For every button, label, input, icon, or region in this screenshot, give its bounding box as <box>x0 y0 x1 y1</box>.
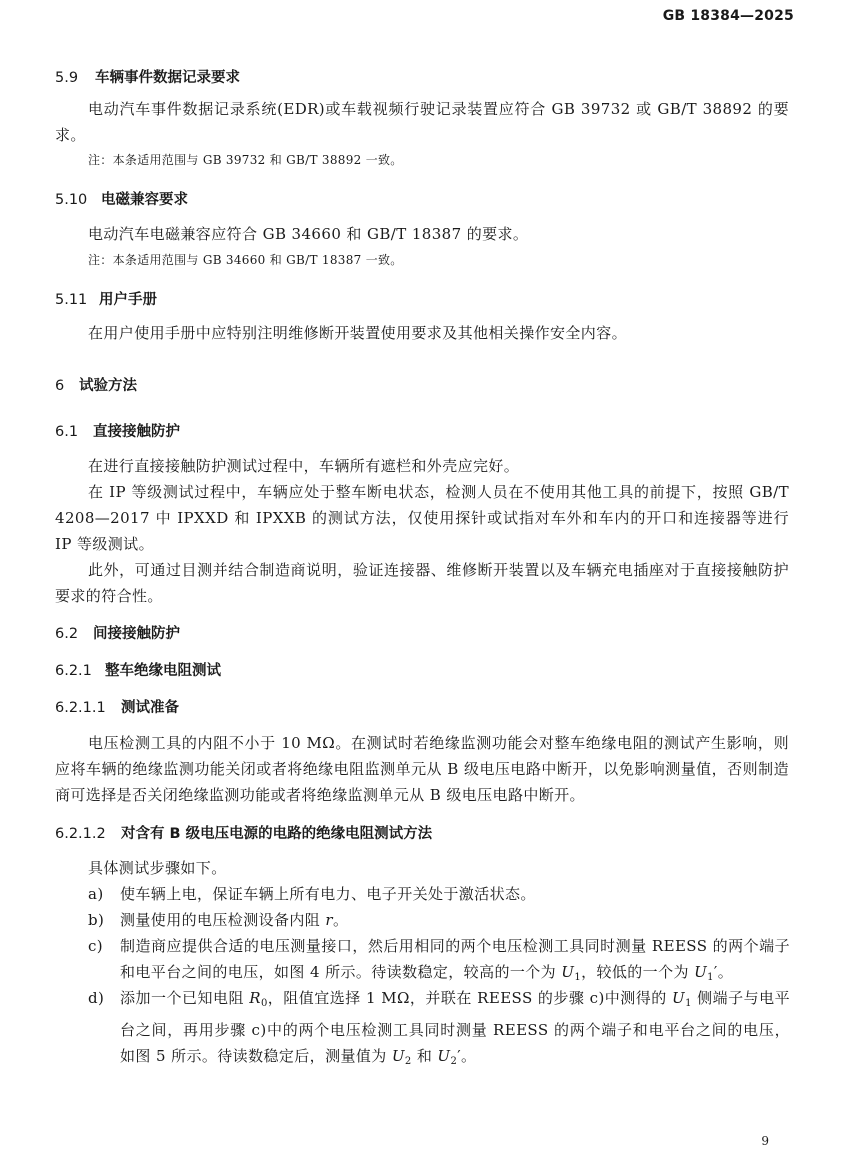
var-r: r <box>325 911 333 929</box>
var-u2-prime: U <box>437 1047 451 1065</box>
section-6-1-paragraph-1: 在进行直接接触防护测试过程中，车辆所有遮栏和外壳应完好。 <box>88 457 520 475</box>
section-title: 间接接触防护 <box>93 626 180 642</box>
section-6-2-1-2-heading <box>55 822 432 843</box>
list-text: 添加一个已知电阻 $R_0$，阻值宜选择 1 MΩ，并联在 REESS 的步骤 c)中测得的 $U_1$ 侧端子与电平台之间，再用步骤 c)中的两个电压检测工具同时测量 REESS 的两个端子和电平台之间的电压，如图 5 所示。待读数稳定后，测量值为 $U_2$ 和 $U_2'$。 <box>120 989 790 1067</box>
var-u1: U <box>561 963 575 981</box>
standard-code: GB 18384—2025 <box>662 8 794 24</box>
var-u1: U <box>672 989 686 1007</box>
chapter-6-heading <box>55 374 137 395</box>
list-marker: a) <box>88 885 104 903</box>
var-u2: U <box>391 1047 405 1065</box>
list-text: 制造商应提供合适的电压测量接口，然后用相同的两个电压检测工具同时测量 REESS 的两个端子和电平台之间的电压，如图 4 所示。待读数稳定，较高的一个为 $U_1$，较低的一个为 $U_1'$。 <box>120 937 790 983</box>
section-number: 5.9 <box>55 70 79 86</box>
section-5-11-paragraph: 在用户使用手册中应特别注明维修断开装置使用要求及其他相关操作安全内容。 <box>88 324 628 342</box>
page-number: 9 <box>761 1134 769 1148</box>
var-r0: R <box>249 989 261 1007</box>
section-6-1-paragraph-3: 此外，可通过目测并结合制造商说明，验证连接器、维修断开装置以及车辆充电插座对于直接接触防护要求的符合性。 <box>55 561 789 605</box>
section-6-2-1-heading <box>55 659 221 680</box>
list-text: 测量使用的电压检测设备内阻 r。 <box>120 911 349 929</box>
section-5-9-note: 注：本条适用范围与 GB 39732 和 GB/T 38892 一致。 <box>88 153 403 167</box>
section-title: 测试准备 <box>121 700 179 716</box>
list-text: 使车辆上电，保证车辆上所有电力、电子开关处于激活状态。 <box>120 885 536 903</box>
section-5-10-paragraph: 电动汽车电磁兼容应符合 GB 34660 和 GB/T 18387 的要求。 <box>88 225 529 243</box>
section-number: 6 <box>55 378 65 394</box>
section-6-2-1-2-intro: 具体测试步骤如下。 <box>88 859 227 877</box>
section-title: 整车绝缘电阻测试 <box>105 663 221 679</box>
section-title: 直接接触防护 <box>93 424 180 440</box>
section-title: 电磁兼容要求 <box>101 192 188 208</box>
section-number: 6.2.1 <box>55 663 92 679</box>
section-5-10-note: 注：本条适用范围与 GB 34660 和 GB/T 18387 一致。 <box>88 253 403 267</box>
section-6-1-paragraph-2: 在 IP 等级测试过程中，车辆应处于整车断电状态，检测人员在不使用其他工具的前提下，按照 GB/T 4208—2017 中 IPXXD 和 IPXXB 的测试方法，仅使用探针或试指对车外和车内的开口和连接器等进行 IP 等级测试。 <box>55 483 789 553</box>
list-item-c <box>88 933 790 991</box>
list-item-a <box>88 881 790 907</box>
section-number: 5.11 <box>55 292 88 308</box>
section-6-1-heading <box>55 420 180 441</box>
section-number: 5.10 <box>55 192 88 208</box>
section-title: 对含有 B 级电压电源的电路的绝缘电阻测试方法 <box>121 826 433 842</box>
list-marker: d) <box>88 989 105 1007</box>
section-title: 车辆事件数据记录要求 <box>95 70 240 86</box>
section-title: 试验方法 <box>79 378 137 394</box>
list-item-b <box>88 907 790 933</box>
section-6-2-heading <box>55 622 180 643</box>
section-number: 6.2.1.1 <box>55 700 106 716</box>
section-5-9-paragraph: 电动汽车事件数据记录系统(EDR)或车载视频行驶记录装置应符合 GB 39732 或 GB/T 38892 的要求。 <box>55 100 789 144</box>
list-item-d <box>88 985 790 1075</box>
var-u1-prime: U <box>694 963 708 981</box>
section-number: 6.2.1.2 <box>55 826 106 842</box>
list-marker: b) <box>88 911 105 929</box>
section-5-9-heading <box>55 66 240 87</box>
section-number: 6.1 <box>55 424 79 440</box>
section-5-10-heading <box>55 188 188 209</box>
section-title: 用户手册 <box>99 292 157 308</box>
section-5-11-heading <box>55 288 157 309</box>
section-6-2-1-1-paragraph: 电压检测工具的内阻不小于 10 MΩ。在测试时若绝缘监测功能会对整车绝缘电阻的测试产生影响，则应将车辆的绝缘监测功能关闭或者将绝缘电阻监测单元从 B 级电压电路中断开，以免影响测量值，否则制造商可选择是否关闭绝缘监测功能或者将绝缘监测单元从 B 级电压电路中断开。 <box>55 734 789 804</box>
list-marker: c) <box>88 937 104 955</box>
section-number: 6.2 <box>55 626 79 642</box>
section-6-2-1-1-heading <box>55 696 179 717</box>
